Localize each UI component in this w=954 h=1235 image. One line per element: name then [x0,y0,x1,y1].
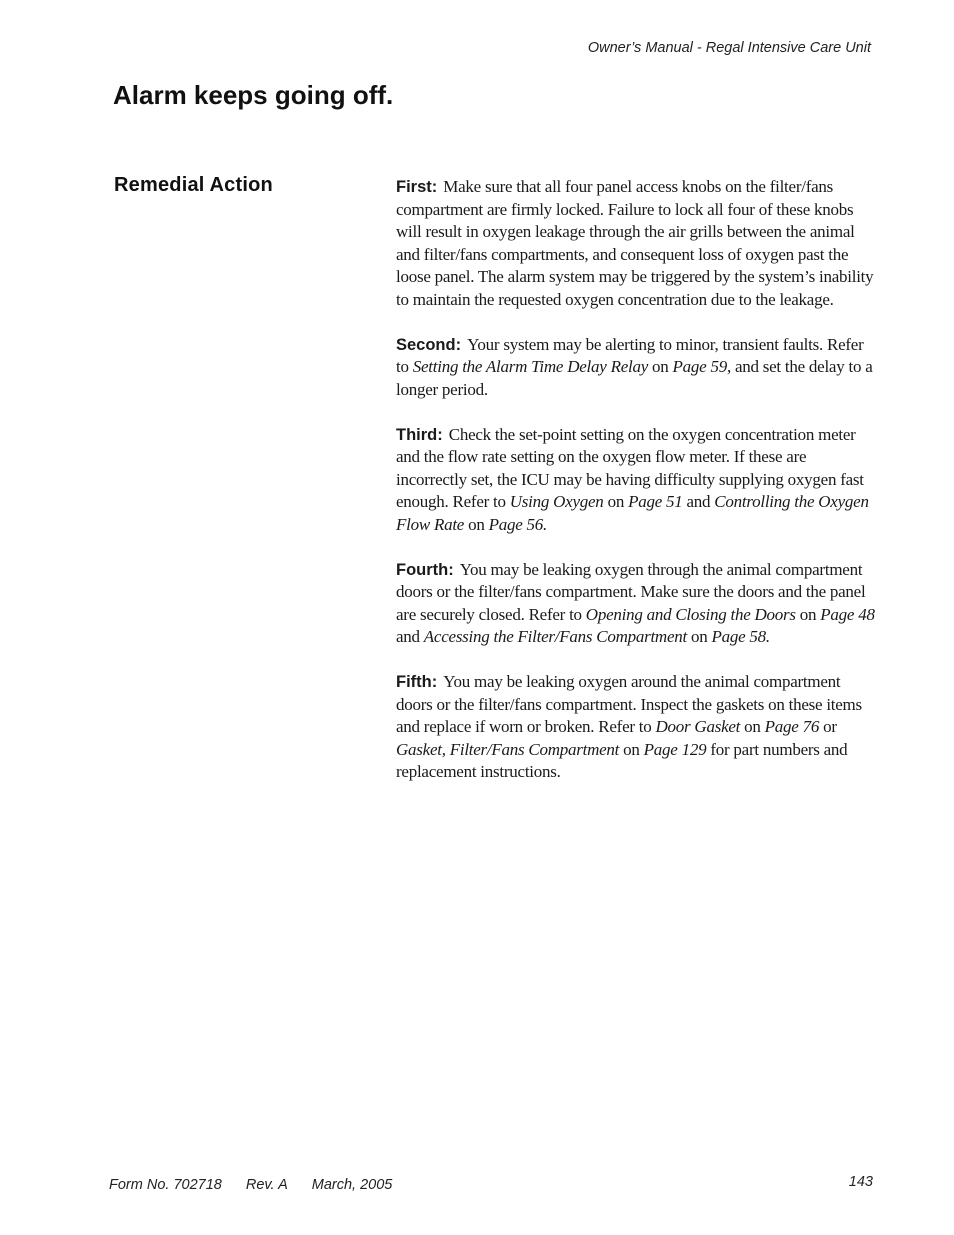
paragraph-text: on [603,492,629,511]
paragraph-lead: First: [396,178,438,196]
paragraph-lead: Third: [396,425,443,444]
page-reference: Page 51 [628,492,683,511]
paragraph-text: on [648,357,673,376]
cross-reference: Opening and Closing the Doors [585,604,796,624]
paragraph-text: , and set the delay to a longer period. [396,357,873,399]
page-reference: Page 48 [820,604,875,624]
cross-reference: Gasket, Filter/Fans Compartment [396,739,620,759]
footer-date: March, 2005 [311,1177,393,1193]
paragraph-text: or [819,717,837,736]
footer-form-number: Form No. 702718 [109,1177,222,1193]
footer-form-info [109,1177,392,1193]
paragraph-text: Your system may be alerting to minor, transient faults. Refer to [396,334,864,376]
remedial-action-body [396,176,876,806]
page-reference: Page 59 [672,357,727,376]
paragraph-text: on [740,717,765,736]
paragraph-fourth [396,559,876,649]
paragraph-text: on [795,604,821,624]
paragraph-text: Make sure that all four panel access knobs on the filter/fans compartment are firmly locked. Failure to lock all four of these knobs will result in oxygen leakage through the air grills between the animal and filter/fans compartments, and consequent loss of oxygen past the loose panel. The alarm system may be triggered by the system’s inability to maintain the requested oxygen concentration due to the leakage. [396,177,874,309]
cross-reference: Door Gasket [655,717,741,736]
page-reference: Page 58. [711,627,770,646]
page-number: 143 [848,1174,873,1190]
paragraph-text: on [464,514,489,534]
paragraph-lead: Second: [396,335,462,354]
paragraph-text: Check the set-point setting on the oxygen concentration meter and the flow rate setting on the oxygen flow meter. If these are incorrectly set, the ICU may be having difficulty supplying oxygen fast enough. Refer to [396,424,864,511]
cross-reference: Accessing the Filter/Fans Compartment [423,627,687,646]
section-label: Remedial Action [114,174,273,196]
cross-reference: Using Oxygen [509,492,604,511]
paragraph-text: for part numbers and replacement instructions. [396,739,848,781]
paragraph-text: You may be leaking oxygen around the animal compartment doors or the filter/fans compartment. Inspect the gaskets on these items and replace if worn or broken. Refer to [396,672,862,736]
paragraph-lead: Fourth: [396,560,454,579]
paragraph-third [396,424,876,537]
cross-reference: Controlling the Oxygen Flow Rate [396,492,869,534]
page-reference: Page 76 [764,717,820,736]
paragraph-second [396,334,876,402]
paragraph-text: and [396,627,424,646]
page-reference: Page 129 [643,739,707,759]
page-reference: Page 56. [488,514,548,534]
running-header: Owner’s Manual - Regal Intensive Care Unit [587,40,871,56]
paragraph-fifth [396,671,876,784]
paragraph-text: on [619,739,644,759]
paragraph-text: on [686,627,712,646]
footer-revision: Rev. A [245,1177,288,1193]
paragraph-text: and [682,492,715,511]
paragraph-text: You may be leaking oxygen through the animal compartment doors or the filter/fans compartment. Make sure the doors and the panel are securely closed. Refer to [396,559,866,624]
paragraph-first [396,176,876,311]
paragraph-lead: Fifth: [396,673,438,691]
page-title: Alarm keeps going off. [113,80,394,110]
cross-reference: Setting the Alarm Time Delay Relay [412,357,649,376]
